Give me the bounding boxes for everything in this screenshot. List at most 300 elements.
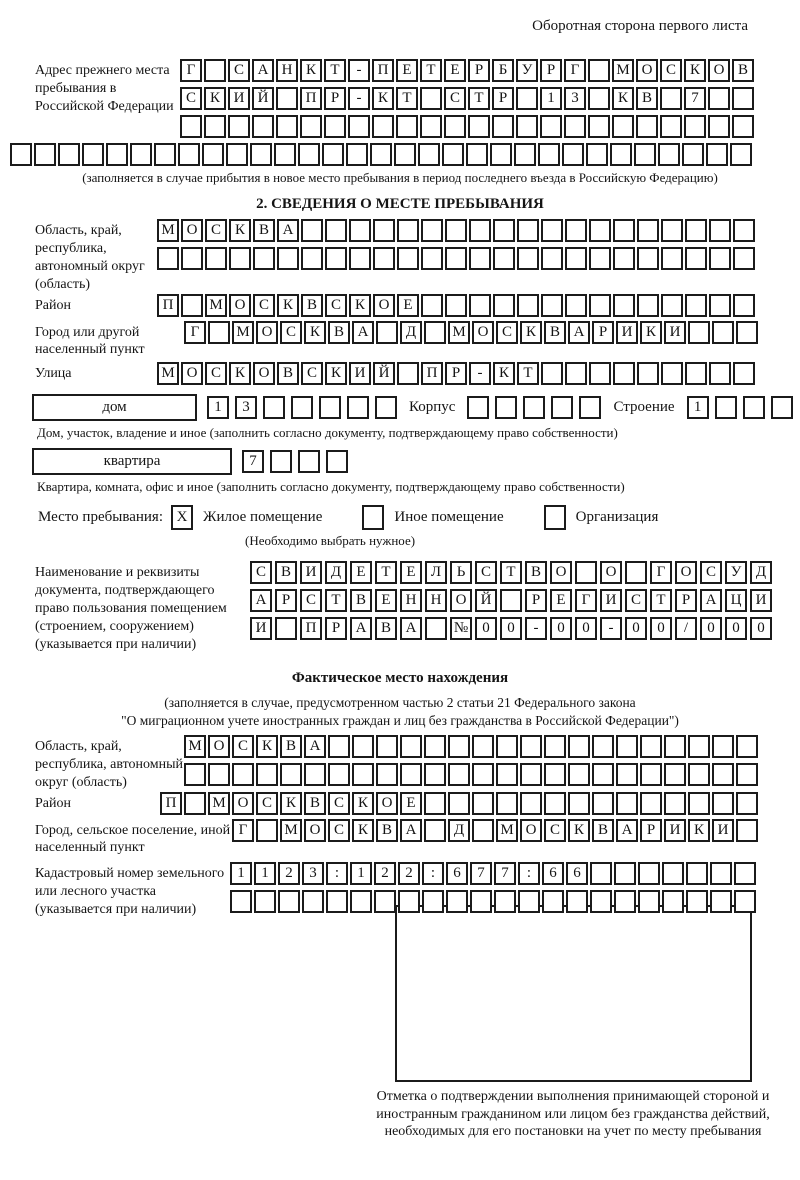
- char-cell: [640, 735, 662, 758]
- char-cell: Т: [396, 87, 418, 110]
- char-cell: [304, 763, 326, 786]
- char-cell: [202, 143, 224, 166]
- checkbox-inoe: [362, 505, 384, 530]
- char-cell: [372, 115, 394, 138]
- char-cell: [184, 792, 206, 815]
- char-cell: Р: [525, 589, 547, 612]
- char-cell: [154, 143, 176, 166]
- char-cell: [349, 247, 371, 270]
- char-cell: О: [181, 362, 203, 385]
- char-cell: [82, 143, 104, 166]
- char-cell: [178, 143, 200, 166]
- gorod-row: [184, 321, 758, 344]
- char-cell: [448, 792, 470, 815]
- char-cell: 7: [684, 87, 706, 110]
- char-cell: [640, 763, 662, 786]
- char-cell: [301, 219, 323, 242]
- char-cell: И: [616, 321, 638, 344]
- char-cell: К: [256, 735, 278, 758]
- char-cell: [10, 143, 32, 166]
- char-cell: [688, 763, 710, 786]
- char-cell: О: [675, 561, 697, 584]
- char-cell: [586, 143, 608, 166]
- char-cell: [568, 735, 590, 758]
- char-cell: [562, 143, 584, 166]
- char-cell: [469, 219, 491, 242]
- dom-row: [32, 394, 800, 421]
- char-cell: К: [493, 362, 515, 385]
- char-cell: [270, 450, 292, 473]
- oblast-label: Область, край, республика, автономный округ (область): [35, 223, 145, 292]
- char-cell: [424, 321, 446, 344]
- char-cell: [500, 589, 522, 612]
- doc-row-1: [250, 561, 772, 584]
- char-cell: М: [157, 219, 179, 242]
- char-cell: [130, 143, 152, 166]
- char-cell: [638, 890, 660, 913]
- char-cell: 2: [278, 862, 300, 885]
- prev-address-label: Адрес прежнего места пребывания в Российской Федерации: [35, 63, 174, 114]
- char-cell: [565, 294, 587, 317]
- char-cell: М: [232, 321, 254, 344]
- char-cell: Л: [425, 561, 447, 584]
- char-cell: [263, 396, 285, 419]
- char-cell: 1: [254, 862, 276, 885]
- char-cell: 2: [374, 862, 396, 885]
- char-cell: [732, 115, 754, 138]
- char-cell: К: [352, 792, 374, 815]
- char-cell: [660, 87, 682, 110]
- char-cell: Р: [445, 362, 467, 385]
- char-cell: [616, 735, 638, 758]
- char-cell: [736, 819, 758, 842]
- option-inoe-label: Иное помещение: [394, 509, 504, 525]
- char-cell: [373, 219, 395, 242]
- char-cell: [496, 792, 518, 815]
- char-cell: [688, 792, 710, 815]
- char-cell: №: [450, 617, 472, 640]
- fact-rayon-block: [35, 792, 800, 815]
- char-cell: [685, 219, 707, 242]
- char-cell: В: [301, 294, 323, 317]
- char-cell: В: [592, 819, 614, 842]
- char-cell: [319, 396, 341, 419]
- char-cell: Д: [400, 321, 422, 344]
- fact-oblast-block: [35, 735, 800, 792]
- stamp-box: [395, 905, 752, 1082]
- char-cell: [400, 763, 422, 786]
- char-cell: Р: [325, 617, 347, 640]
- char-cell: Т: [375, 561, 397, 584]
- section2-title: 2. СВЕДЕНИЯ О МЕСТЕ ПРЕБЫВАНИЯ: [256, 196, 544, 212]
- char-cell: 0: [700, 617, 722, 640]
- char-cell: [448, 763, 470, 786]
- char-cell: С: [475, 561, 497, 584]
- char-cell: Е: [375, 589, 397, 612]
- char-cell: [664, 763, 686, 786]
- char-cell: [472, 792, 494, 815]
- char-cell: 0: [650, 617, 672, 640]
- char-cell: [564, 115, 586, 138]
- char-cell: [685, 294, 707, 317]
- char-cell: О: [472, 321, 494, 344]
- char-cell: С: [325, 294, 347, 317]
- char-cell: [658, 143, 680, 166]
- char-cell: [325, 219, 347, 242]
- prev-address-row-1: [180, 59, 754, 82]
- dom-box: дом: [32, 394, 197, 421]
- char-cell: [397, 247, 419, 270]
- char-cell: [420, 115, 442, 138]
- char-cell: Ц: [725, 589, 747, 612]
- char-cell: [541, 219, 563, 242]
- char-cell: [350, 890, 372, 913]
- char-cell: [688, 321, 710, 344]
- char-cell: [660, 115, 682, 138]
- char-cell: Б: [492, 59, 514, 82]
- prev-address-row-2: [180, 87, 754, 110]
- char-cell: И: [228, 87, 250, 110]
- char-cell: [516, 87, 538, 110]
- char-cell: В: [375, 617, 397, 640]
- char-cell: [708, 87, 730, 110]
- char-cell: Й: [252, 87, 274, 110]
- rayon-label: Район: [35, 298, 71, 313]
- char-cell: М: [205, 294, 227, 317]
- char-cell: И: [300, 561, 322, 584]
- char-cell: А: [277, 219, 299, 242]
- char-cell: [496, 763, 518, 786]
- char-cell: [590, 862, 612, 885]
- char-cell: [422, 890, 444, 913]
- char-cell: [709, 294, 731, 317]
- char-cell: В: [280, 735, 302, 758]
- char-cell: К: [568, 819, 590, 842]
- char-cell: Д: [448, 819, 470, 842]
- char-cell: [250, 143, 272, 166]
- char-cell: [634, 143, 656, 166]
- char-cell: [685, 247, 707, 270]
- char-cell: 3: [564, 87, 586, 110]
- kvartira-caption: Квартира, комната, офис и иное (заполнить согласно документу, подтверждающему право собственности): [37, 479, 625, 494]
- char-cell: [424, 763, 446, 786]
- char-cell: [326, 450, 348, 473]
- ulitsa-block: [35, 362, 800, 385]
- fact-gorod-row: [232, 819, 758, 842]
- char-cell: [544, 763, 566, 786]
- char-cell: С: [228, 59, 250, 82]
- char-cell: [518, 890, 540, 913]
- char-cell: О: [636, 59, 658, 82]
- char-cell: Й: [475, 589, 497, 612]
- char-cell: [684, 115, 706, 138]
- char-cell: [616, 792, 638, 815]
- char-cell: Г: [650, 561, 672, 584]
- char-cell: -: [348, 87, 370, 110]
- char-cell: [708, 115, 730, 138]
- char-cell: [226, 143, 248, 166]
- char-cell: [205, 247, 227, 270]
- char-cell: [397, 362, 419, 385]
- char-cell: [682, 143, 704, 166]
- char-cell: [661, 294, 683, 317]
- char-cell: [520, 735, 542, 758]
- fact-oblast-row-2: [184, 763, 758, 786]
- char-cell: -: [469, 362, 491, 385]
- char-cell: [494, 890, 516, 913]
- char-cell: [541, 294, 563, 317]
- char-cell: [396, 115, 418, 138]
- char-cell: А: [350, 617, 372, 640]
- kvartira-box: квартира: [32, 448, 232, 475]
- char-cell: [568, 763, 590, 786]
- char-cell: [424, 735, 446, 758]
- char-cell: С: [280, 321, 302, 344]
- char-cell: С: [250, 561, 272, 584]
- char-cell: [496, 735, 518, 758]
- char-cell: П: [300, 87, 322, 110]
- stroenie-label: Строение: [613, 399, 675, 415]
- char-cell: С: [328, 792, 350, 815]
- char-cell: [516, 115, 538, 138]
- char-cell: [730, 143, 752, 166]
- char-cell: [276, 87, 298, 110]
- char-cell: [490, 143, 512, 166]
- char-cell: Е: [550, 589, 572, 612]
- char-cell: А: [700, 589, 722, 612]
- char-cell: [589, 219, 611, 242]
- char-cell: 0: [750, 617, 772, 640]
- char-cell: 1: [540, 87, 562, 110]
- char-cell: М: [184, 735, 206, 758]
- char-cell: [636, 115, 658, 138]
- char-cell: А: [400, 819, 422, 842]
- char-cell: [592, 792, 614, 815]
- char-cell: [181, 294, 203, 317]
- mesto-note: (Необходимо выбрать нужное): [245, 533, 416, 548]
- char-cell: [709, 247, 731, 270]
- ulitsa-label: Улица: [35, 366, 72, 381]
- char-cell: [444, 115, 466, 138]
- char-cell: С: [300, 589, 322, 612]
- char-cell: [376, 763, 398, 786]
- char-cell: [252, 115, 274, 138]
- char-cell: В: [328, 321, 350, 344]
- char-cell: [588, 87, 610, 110]
- rayon-block: [35, 294, 800, 317]
- char-cell: М: [448, 321, 470, 344]
- char-cell: Р: [324, 87, 346, 110]
- char-cell: С: [625, 589, 647, 612]
- char-cell: [551, 396, 573, 419]
- char-cell: О: [253, 362, 275, 385]
- char-cell: [590, 890, 612, 913]
- ulitsa-row: [157, 362, 755, 385]
- char-cell: 6: [446, 862, 468, 885]
- char-cell: 0: [500, 617, 522, 640]
- char-cell: [445, 294, 467, 317]
- char-cell: [612, 115, 634, 138]
- char-cell: [349, 219, 371, 242]
- char-cell: -: [600, 617, 622, 640]
- char-cell: К: [520, 321, 542, 344]
- char-cell: Р: [275, 589, 297, 612]
- char-cell: С: [232, 735, 254, 758]
- char-cell: О: [376, 792, 398, 815]
- doc-row-3: [250, 617, 772, 640]
- char-cell: Р: [540, 59, 562, 82]
- char-cell: М: [496, 819, 518, 842]
- char-cell: [424, 792, 446, 815]
- char-cell: [734, 890, 756, 913]
- dom-cells: [207, 396, 397, 419]
- header-note: Оборотная сторона первого листа: [532, 18, 748, 34]
- char-cell: [468, 115, 490, 138]
- char-cell: [302, 890, 324, 913]
- char-cell: С: [496, 321, 518, 344]
- char-cell: С: [444, 87, 466, 110]
- char-cell: В: [304, 792, 326, 815]
- fact-caption-1: (заполняется в случае, предусмотренном частью 2 статьи 21 Федерального закона: [164, 695, 636, 710]
- char-cell: В: [376, 819, 398, 842]
- char-cell: О: [256, 321, 278, 344]
- char-cell: [326, 890, 348, 913]
- char-cell: И: [600, 589, 622, 612]
- char-cell: [710, 862, 732, 885]
- char-cell: [181, 247, 203, 270]
- char-cell: Г: [575, 589, 597, 612]
- char-cell: С: [253, 294, 275, 317]
- char-cell: К: [684, 59, 706, 82]
- char-cell: О: [600, 561, 622, 584]
- char-cell: [732, 87, 754, 110]
- gorod-block: [35, 321, 800, 358]
- char-cell: 7: [494, 862, 516, 885]
- stroenie-cells: [687, 396, 793, 419]
- char-cell: [446, 890, 468, 913]
- fact-caption-2: "О миграционном учете иностранных граждан и лиц без гражданства в Российской Федерации"): [121, 713, 679, 728]
- char-cell: [256, 763, 278, 786]
- char-cell: [352, 763, 374, 786]
- char-cell: Н: [400, 589, 422, 612]
- char-cell: -: [525, 617, 547, 640]
- char-cell: [743, 396, 765, 419]
- char-cell: [736, 792, 758, 815]
- char-cell: [180, 115, 202, 138]
- prev-address-row-4: [10, 143, 800, 166]
- char-cell: [204, 115, 226, 138]
- char-cell: [300, 115, 322, 138]
- char-cell: [400, 735, 422, 758]
- char-cell: [715, 396, 737, 419]
- char-cell: К: [229, 219, 251, 242]
- char-cell: 0: [725, 617, 747, 640]
- char-cell: [588, 59, 610, 82]
- char-cell: [276, 115, 298, 138]
- char-cell: Е: [350, 561, 372, 584]
- checkbox-organizatsiya: [544, 505, 566, 530]
- char-cell: Р: [640, 819, 662, 842]
- char-cell: Г: [180, 59, 202, 82]
- char-cell: Е: [397, 294, 419, 317]
- char-cell: И: [664, 321, 686, 344]
- char-cell: К: [325, 362, 347, 385]
- kvartira-cells: [242, 450, 348, 473]
- dom-caption: Дом, участок, владение и иное (заполнить согласно документу, подтверждающему право собственности): [37, 425, 618, 440]
- char-cell: 0: [625, 617, 647, 640]
- char-cell: [520, 792, 542, 815]
- char-cell: [566, 890, 588, 913]
- char-cell: Р: [592, 321, 614, 344]
- char-cell: К: [304, 321, 326, 344]
- char-cell: Р: [492, 87, 514, 110]
- korpus-label: Корпус: [409, 399, 456, 415]
- checkbox-zhiloe: X: [171, 505, 193, 530]
- oblast-block: [35, 219, 800, 294]
- char-cell: И: [664, 819, 686, 842]
- char-cell: [637, 362, 659, 385]
- char-cell: И: [250, 617, 272, 640]
- fact-gorod-block: [35, 819, 800, 856]
- char-cell: [301, 247, 323, 270]
- char-cell: [445, 247, 467, 270]
- char-cell: [706, 143, 728, 166]
- char-cell: [230, 890, 252, 913]
- char-cell: К: [280, 792, 302, 815]
- char-cell: [424, 819, 446, 842]
- char-cell: -: [348, 59, 370, 82]
- char-cell: Е: [444, 59, 466, 82]
- char-cell: К: [204, 87, 226, 110]
- char-cell: 6: [542, 862, 564, 885]
- char-cell: Т: [420, 59, 442, 82]
- char-cell: [712, 763, 734, 786]
- char-cell: 1: [350, 862, 372, 885]
- char-cell: [540, 115, 562, 138]
- doc-block: [35, 561, 800, 654]
- char-cell: Г: [232, 819, 254, 842]
- char-cell: [325, 247, 347, 270]
- doc-label: Наименование и реквизиты документа, подтверждающего право пользования помещением (строением, сооружением) (указывается при наличии): [35, 565, 227, 652]
- char-cell: [664, 792, 686, 815]
- char-cell: :: [422, 862, 444, 885]
- char-cell: К: [300, 59, 322, 82]
- char-cell: А: [304, 735, 326, 758]
- char-cell: [229, 247, 251, 270]
- char-cell: [204, 59, 226, 82]
- char-cell: И: [349, 362, 371, 385]
- char-cell: [712, 792, 734, 815]
- char-cell: И: [750, 589, 772, 612]
- char-cell: [58, 143, 80, 166]
- char-cell: К: [352, 819, 374, 842]
- char-cell: [662, 890, 684, 913]
- char-cell: [588, 115, 610, 138]
- char-cell: [398, 890, 420, 913]
- char-cell: С: [256, 792, 278, 815]
- char-cell: [712, 735, 734, 758]
- char-cell: В: [544, 321, 566, 344]
- char-cell: Г: [564, 59, 586, 82]
- char-cell: М: [208, 792, 230, 815]
- char-cell: А: [352, 321, 374, 344]
- char-cell: В: [525, 561, 547, 584]
- char-cell: [734, 862, 756, 885]
- gorod-label: Город или другой населенный пункт: [35, 325, 145, 357]
- char-cell: 0: [550, 617, 572, 640]
- char-cell: [733, 247, 755, 270]
- char-cell: В: [732, 59, 754, 82]
